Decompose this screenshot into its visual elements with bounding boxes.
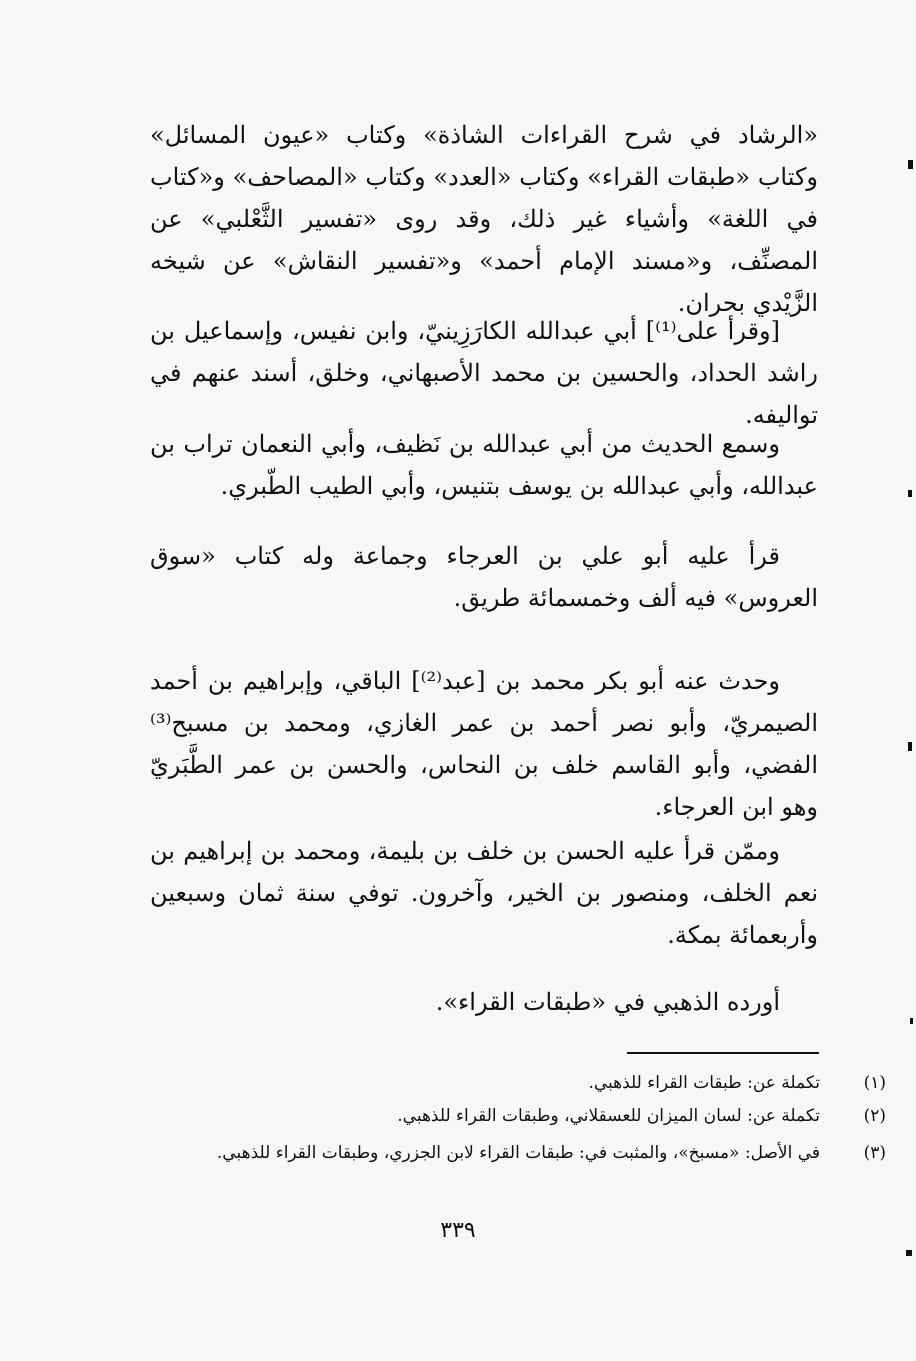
- scan-mark: [908, 490, 912, 497]
- paragraph-5: وحدث عنه أبو بكر محمد بن [عبد⁽²⁾] الباقي، وإبراهيم بن أحمد الصيمريّ، وأبو نصر أحمد بن عمر الغازي، ومحمد بن مسبح⁽³⁾ الفضي، وأبو القاسم خلف بن النحاس، والحسن بن عمر الطَّبَريّ وهو ابن العرجاء.: [150, 667, 818, 821]
- footnote-3: [158, 1140, 886, 1166]
- paragraph-7: أورده الذهبي في «طبقات القراء».: [435, 988, 780, 1016]
- footnote-text: تكملة عن: طبقات القراء للذهبي.: [588, 1073, 820, 1093]
- paragraph-1: «الرشاد في شرح القراءات الشاذة» وكتاب «عيون المسائل» وكتاب «طبقات القراء» وكتاب «العدد» وكتاب «المصاحف» و«كتاب في اللغة» وأشياء غير ذلك، وقد روى «تفسير الثَّعْلبي» عن المصنِّف، و«مسند الإمام أحمد» و«تفسير النقاش» عن شيخه الزَّيْدي بحران.: [150, 121, 818, 317]
- scan-mark: [910, 1018, 913, 1024]
- footnote-text: في الأصل: «مسبخ»، والمثبت في: طبقات القراء لابن الجزري، وطبقات القراء للذهبي.: [216, 1143, 820, 1163]
- footnote-number: (٢): [863, 1106, 886, 1126]
- paragraph-3: وسمع الحديث من أبي عبدالله بن نَظيف، وأبي النعمان تراب بن عبدالله، وأبي عبدالله بن يوسف بتنيس، وأبي الطيب الطّبري.: [150, 430, 818, 500]
- scan-mark: [908, 160, 913, 169]
- paragraph-2: [وقرأ على⁽¹⁾] أبي عبدالله الكارَزِينيّ، وابن نفيس، وإسماعيل بن راشد الحداد، والحسين بن محمد الأصبهاني، وخلق، أسند عنهم في تواليفه.: [150, 317, 818, 429]
- page-number: ٣٣٩: [440, 1218, 476, 1243]
- footnote-number: (٣): [863, 1143, 886, 1163]
- footnote-2: [158, 1103, 886, 1129]
- footnote-1: [158, 1070, 886, 1096]
- scan-mark: [908, 742, 912, 751]
- footnote-number: (١): [863, 1073, 886, 1093]
- footnote-separator: [627, 1052, 819, 1054]
- scan-mark: [906, 1250, 912, 1256]
- paragraph-4: قرأ عليه أبو علي بن العرجاء وجماعة وله كتاب «سوق العروس» فيه ألف وخمسمائة طريق.: [150, 542, 818, 612]
- paragraph-6: وممّن قرأ عليه الحسن بن خلف بن بليمة، ومحمد بن إبراهيم بن نعم الخلف، ومنصور بن الخير، وآخرون. توفي سنة ثمان وسبعين وأربعمائة بمكة.: [150, 837, 818, 949]
- footnote-text: تكملة عن: لسان الميزان للعسقلاني، وطبقات القراء للذهبي.: [397, 1106, 820, 1126]
